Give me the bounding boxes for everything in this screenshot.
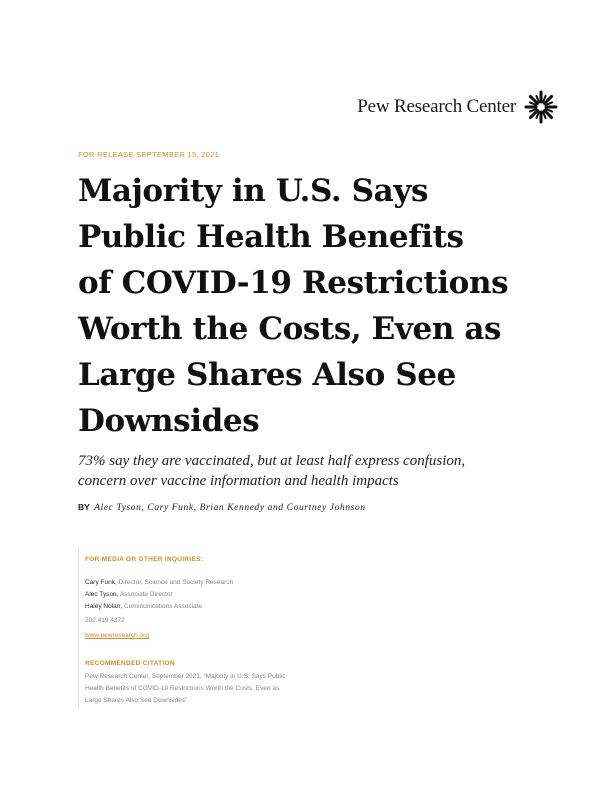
website-link[interactable]: www.pewresearch.org <box>85 632 149 639</box>
contact-row: Haley Nolan, Communications Associate <box>85 603 203 610</box>
contact-role: Director, Science and Society Research <box>118 579 234 586</box>
subtitle-line: 73% say they are vaccinated, but at least half express confusion, <box>78 453 466 469</box>
pew-sunburst-icon <box>524 90 558 124</box>
media-info-box <box>78 548 335 708</box>
title-line: Large Shares Also See <box>78 357 456 393</box>
title-line: Worth the Costs, Even as <box>78 311 502 347</box>
report-subtitle <box>78 451 548 491</box>
contact-name: Haley Nolan <box>85 603 121 610</box>
pew-logo <box>357 90 558 124</box>
title-line: Majority in U.S. Says <box>78 173 429 209</box>
subtitle-line: concern over vaccine information and health impacts <box>78 473 399 489</box>
contact-row: Alec Tyson, Associate Director <box>85 591 173 598</box>
citation-line: Large Shares Also See Downsides” <box>85 697 188 704</box>
byline-prefix: BY <box>78 502 90 512</box>
citation-heading: RECOMMENDED CITATION <box>85 660 175 667</box>
citation-text <box>85 671 335 707</box>
title-line: Public Health Benefits <box>78 219 464 255</box>
title-line: of COVID-19 Restrictions <box>78 265 509 301</box>
release-date: FOR RELEASE SEPTEMBER 15, 2021 <box>78 150 220 159</box>
contact-row: Cary Funk, Director, Science and Society Research <box>85 579 234 586</box>
citation-line: Pew Research Center, September 2021, “Majority in U.S. Says Public <box>85 673 286 680</box>
citation-line: Health Benefits of COVID-19 Restrictions Worth the Costs, Even as <box>85 685 280 692</box>
logo-text: Pew Research Center <box>357 96 516 117</box>
contact-role: Associate Director <box>119 591 173 598</box>
contact-name: Cary Funk <box>85 579 115 586</box>
byline <box>78 502 366 513</box>
phone-number: 202.419.4372 <box>85 617 125 624</box>
title-line: Downsides <box>78 403 260 439</box>
byline-authors: Alec Tyson, Cary Funk, Brian Kennedy and Courtney Johnson <box>94 503 366 513</box>
report-title <box>78 168 558 444</box>
contact-name: Alec Tyson <box>85 591 117 598</box>
contact-role: Communications Associate <box>124 603 203 610</box>
media-heading: FOR MEDIA OR OTHER INQUIRIES: <box>85 556 204 563</box>
